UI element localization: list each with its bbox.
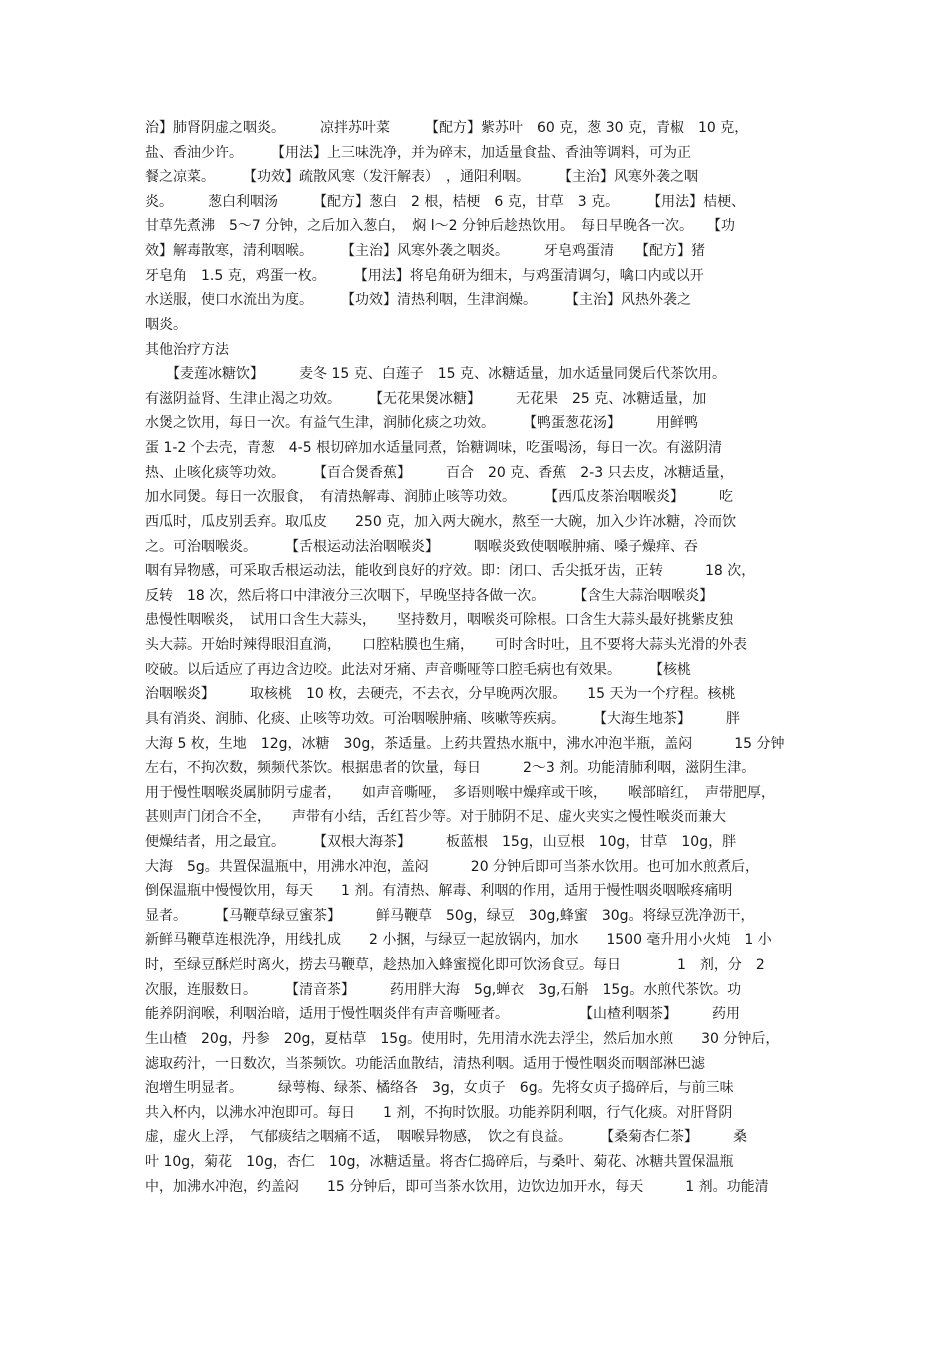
text-line: 共入杯内，以沸水冲泡即可。每日 1 剂，不拘时饮服。功能养阴利咽，行气化痰。对肝肾阴 xyxy=(145,1104,733,1121)
text-line: 餐之凉菜。 【功效】疏散风寒（发汗解表） ，通阳利咽。 【主治】风寒外袭之咽 xyxy=(145,169,698,186)
text-line: 生山楂 20g，丹参 20g，夏枯草 15g。使用时，先用清水洗去浮尘，然后加水煎 30 分钟后， xyxy=(145,1030,780,1047)
text-line: 甚则声门闭合不全， 声带有小结，舌红苔少等。对于肺阴不足、虚火夹实之慢性喉炎而兼大 xyxy=(145,809,726,826)
text-line: 左右，不拘次数，频频代茶饮。根据患者的饮量，每日 2～3 剂。功能清肺利咽，滋阴生津。 xyxy=(145,760,756,777)
text-line: 治】肺肾阴虚之咽炎。 凉拌苏叶菜 【配方】紫苏叶 60 克，葱 30 克，青椒 10 克， xyxy=(145,120,749,136)
text-line: 之。可治咽喉炎。 【舌根运动法治咽喉炎】 咽喉炎致使咽喉肿痛、嗓子燥痒、吞 xyxy=(145,538,698,555)
text-line: 西瓜时，瓜皮别丢弃。取瓜皮 250 克，加入两大碗水，熬至一大碗，加入少许冰糖，冷而饮 xyxy=(145,513,737,530)
text-line: 咽有异物感，可采取舌根运动法，能收到良好的疗效。即：闭口、舌尖抵牙齿，正转 18 次， xyxy=(145,563,756,580)
text-line: 虚，虚火上浮， 气郁痰结之咽痛不适， 咽喉异物感， 饮之有良益。 【桑菊杏仁茶】 桑 xyxy=(145,1129,747,1146)
text-line: 甘草先煮沸 5～7 分钟，之后加入葱白， 焖 l～2 分钟后趁热饮用。 每日早晚各一次。 【功 xyxy=(145,218,735,235)
text-line: 中，加沸水冲泡，约盖闷 15 分钟后，即可当茶水饮用，边饮边加开水，每天 1 剂。功能清 xyxy=(145,1178,769,1195)
text-line: 便燥结者，用之最宜。 【双根大海茶】 板蓝根 15g，山豆根 10g，甘草 10g，胖 xyxy=(145,833,737,850)
text-line: 盐、香油少许。 【用法】上三味洗净，并为碎末，加适量食盐、香油等调料，可为正 xyxy=(145,144,691,161)
text-line: 具有消炎、润肺、化痰、止咳等功效。可治咽喉肿痛、咳嗽等疾病。 【大海生地茶】 胖 xyxy=(145,710,740,727)
text-line: 倒保温瓶中慢慢饮用，每天 1 剂。有清热、解毒、利咽的作用，适用于慢性咽炎咽喉疼痛明 xyxy=(145,883,733,900)
text-line: 时，至绿豆酥烂时离火，捞去马鞭草，趁热加入蜂蜜搅化即可饮汤食豆。每日 1 剂，分 2 xyxy=(145,957,765,974)
text-line: 炎。 葱白利咽汤 【配方】葱白 2 根，桔梗 6 克，甘草 3 克。 【用法】桔梗、 xyxy=(145,193,746,210)
text-line: 滤取药汁，一日数次，当茶频饮。功能活血散结，清热利咽。适用于慢性咽炎而咽部淋巴滤 xyxy=(145,1055,705,1072)
text-line: 加水同煲。每日一次服食， 有清热解毒、润肺止咳等功效。 【西瓜皮茶治咽喉炎】 吃 xyxy=(145,489,733,506)
text-line: 热、止咳化痰等功效。 【百合煲香蕉】 百合 20 克、香蕉 2-3 只去皮，冰糖适量， xyxy=(145,464,734,481)
text-line: 能养阴润喉，利咽治暗，适用于慢性咽炎伴有声音嘶哑者。 【山楂利咽茶】 药用 xyxy=(145,1006,740,1023)
text-line: 大海 5 枚，生地 12g，冰糖 30g，茶适量。上药共置热水瓶中，沸水冲泡半瓶，盖闷 15 分钟 xyxy=(145,735,785,752)
text-line: 咽炎。 xyxy=(145,316,187,333)
text-line: 咬破。以后适应了再边含边咬。此法对牙痛、声音嘶哑等口腔毛病也有效果。 【核桃 xyxy=(145,661,691,678)
text-line: 反转 18 次，然后将口中津液分三次咽下，早晚坚持各做一次。 【含生大蒜治咽喉炎】 xyxy=(145,587,714,604)
text-line: 牙皂角 1.5 克，鸡蛋一枚。 【用法】将皂角研为细末，与鸡蛋清调匀，噙口内或以开 xyxy=(145,267,704,284)
text-line: 泡增生明显者。 绿萼梅、绿茶、橘络各 3g，女贞子 6g。先将女贞子捣碎后，与前三味 xyxy=(145,1080,734,1097)
text-line: 蛋 1-2 个去壳，青葱 4-5 根切碎加水适量同煮，饴糖调味，吃蛋喝汤，每日一次。有滋阴清 xyxy=(145,440,723,457)
text-line: 患慢性咽喉炎， 试用口含生大蒜头， 坚持数月，咽喉炎可除根。口含生大蒜头最好挑紫皮独 xyxy=(145,612,733,629)
text-line: 水煲之饮用，每日一次。有益气生津，润肺化痰之功效。 【鸭蛋葱花汤】 用鲜鸭 xyxy=(145,415,698,432)
text-line: 次服，连服数日。 【清音茶】 药用胖大海 5g,蝉衣 3g,石斛 15g。水煎代茶饮。功 xyxy=(145,981,742,998)
text-line: 其他治疗方法 xyxy=(145,341,229,358)
text-line: 显者。 【马鞭草绿豆蜜茶】 鲜马鞭草 50g，绿豆 30g,蜂蜜 30g。将绿豆洗净沥干， xyxy=(145,907,755,924)
text-line: 头大蒜。开始时辣得眼泪直淌， 口腔粘膜也生痛， 可时含时吐，且不要将大蒜头光滑的外表 xyxy=(145,637,747,654)
text-line: 有滋阴益肾、生津止渴之功效。 【无花果煲冰糖】 无花果 25 克、冰糖适量，加 xyxy=(145,390,707,407)
text-line: 大海 5g。共置保温瓶中，用沸水冲泡，盖闷 20 分钟后即可当茶水饮用。也可加水煎煮后， xyxy=(145,858,760,875)
text-line: 水送服，使口水流出为度。 【功效】清热利咽，生津润燥。 【主治】风热外袭之 xyxy=(145,292,691,309)
text-line: 叶 10g，菊花 10g，杏仁 10g，冰糖适量。将杏仁捣碎后，与桑叶、菊花、冰糖共置保温瓶 xyxy=(145,1154,734,1171)
text-line: 用于慢性咽喉炎属肺阴亏虚者， 如声音嘶哑， 多语则喉中燥痒或干咳， 喉部暗红， 声带肥厚， xyxy=(145,784,775,801)
text-line: 【麦莲冰糖饮】 麦冬 15 克、白莲子 15 克、冰糖适量，加水适量同煲后代茶饮用。 xyxy=(145,366,726,383)
text-line: 新鲜马鞭草连根洗净，用线扎成 2 小捆，与绿豆一起放锅内，加水 1500 毫升用小火炖 1 小 xyxy=(145,932,772,949)
text-line: 效】解毒散寒，清利咽喉。 【主治】风寒外袭之咽炎。 牙皂鸡蛋清 【配方】猪 xyxy=(145,243,705,260)
text-line: 治咽喉炎】 取核桃 10 枚，去硬壳，不去衣，分早晚两次服。 15 天为一个疗程。核桃 xyxy=(145,686,736,703)
